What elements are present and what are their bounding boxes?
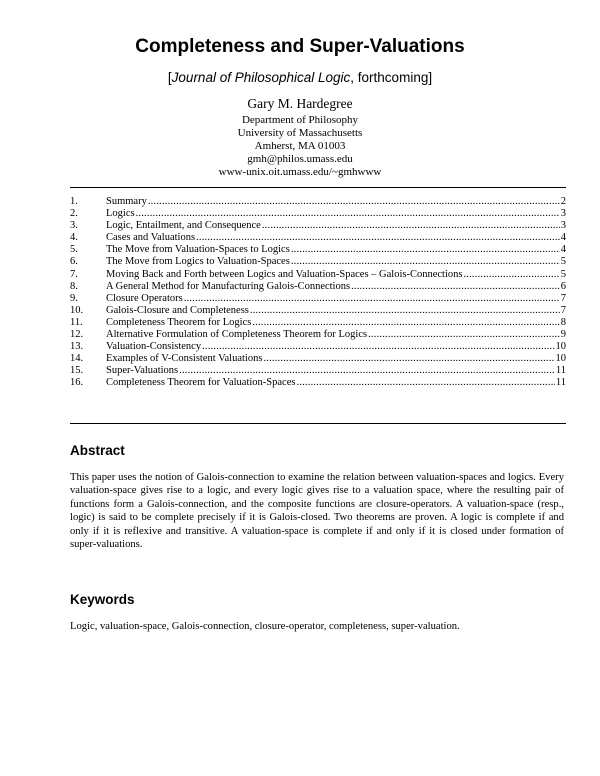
toc-title: Examples of V-Consistent Valuations: [106, 353, 263, 365]
toc-number: 2.: [70, 208, 78, 220]
toc-title: Summary: [106, 196, 147, 207]
toc-top-rule: [70, 187, 566, 188]
toc-title: Galois-Closure and Completeness: [106, 304, 249, 316]
toc-page: 7: [560, 304, 566, 316]
toc-item[interactable]: [70, 317, 566, 329]
toc-title: Completeness Theorem for Valuation-Spaces: [106, 377, 296, 389]
toc-page: 10: [555, 341, 566, 353]
abstract-heading: Abstract: [70, 443, 125, 458]
toc-title: The Move from Valuation-Spaces to Logics: [106, 244, 290, 256]
toc-title: Super-Valuations: [106, 365, 179, 377]
toc-item[interactable]: [70, 293, 566, 305]
author-email[interactable]: gmh@philos.umass.edu: [247, 153, 353, 165]
toc-leader: [291, 256, 560, 268]
toc-page: 6: [560, 280, 566, 292]
toc-number: 1.: [70, 196, 78, 207]
toc-leader: [179, 365, 555, 377]
keywords-text: Logic, valuation-space, Galois-connection, closure-operator, completeness, super-valuation.: [70, 621, 460, 632]
toc-leader: [196, 232, 560, 244]
toc-number: 15.: [70, 365, 84, 377]
journal-status: , forthcoming]: [350, 70, 433, 85]
toc-title: Cases and Valuations: [106, 232, 196, 244]
toc-title: The Move from Logics to Valuation-Spaces: [106, 256, 290, 268]
toc-title: Completeness Theorem for Logics: [106, 316, 252, 328]
toc-page: 8: [560, 316, 566, 328]
author-university: University of Massachusetts: [237, 127, 363, 139]
toc-page: 11: [555, 365, 566, 377]
toc-leader: [252, 317, 559, 329]
toc-number: 3.: [70, 220, 78, 232]
toc-page: 2: [560, 196, 566, 207]
toc-item[interactable]: [70, 281, 566, 293]
toc-item[interactable]: [70, 232, 566, 244]
author-name: Gary M. Hardegree: [247, 96, 353, 111]
toc-item[interactable]: [70, 208, 566, 220]
toc-title: Valuation-Consistency: [106, 341, 202, 353]
author-website[interactable]: www-unix.oit.umass.edu/~gmhwww: [218, 166, 382, 178]
toc-page: 3: [560, 220, 566, 232]
toc-leader: [368, 329, 560, 341]
toc-number: 16.: [70, 377, 84, 389]
toc-item[interactable]: [70, 329, 566, 341]
toc-number: 10.: [70, 304, 84, 316]
toc-leader: [250, 305, 560, 317]
toc-leader: [184, 293, 560, 305]
toc-title: Logic, Entailment, and Consequence: [106, 220, 261, 232]
toc-leader: [351, 281, 560, 293]
journal-name: Journal of Philosophical Logic: [171, 70, 351, 85]
toc-page: 4: [560, 232, 566, 244]
toc-item[interactable]: [70, 244, 566, 256]
toc-number: 14.: [70, 353, 84, 365]
toc-leader: [463, 269, 559, 281]
journal-open-bracket: [: [167, 70, 172, 85]
paper-title: Completeness and Super-Valuations: [135, 36, 465, 57]
toc-leader: [296, 377, 554, 389]
abstract-text: This paper uses the notion of Galois-connection to examine the relation between valuation-spaces and logics. Every valuation-space gives rise to a logic, and every logic gives rise to a valuation space, where the resulting pair of functions form a Galois-connection, and the composite functions are closure-operators. A valuation-space (resp., logic) is said to be complete precisely if it is Galois-closed. Two theorems are proven. A logic is complete if and only if it is reflexive and transitive. A valuation-space is complete if and only if it is closed under formation of super-valuations.: [70, 472, 564, 551]
toc-leader: [291, 244, 560, 256]
toc-number: 12.: [70, 329, 84, 341]
toc-leader: [148, 196, 560, 208]
toc-bottom-rule: [70, 423, 566, 424]
toc-title: Logics: [106, 208, 135, 220]
toc-leader: [202, 341, 554, 353]
author-city: Amherst, MA 01003: [254, 140, 346, 152]
toc-item[interactable]: [70, 196, 566, 208]
toc-page: 4: [560, 244, 566, 256]
toc-number: 13.: [70, 341, 84, 353]
toc-item[interactable]: [70, 305, 566, 317]
toc-number: 11.: [70, 316, 83, 328]
journal-line: [0, 70, 600, 85]
toc-number: 8.: [70, 280, 78, 292]
toc-title: Closure Operators: [106, 292, 183, 304]
toc-page: 11: [555, 377, 566, 389]
toc-number: 5.: [70, 244, 78, 256]
toc-number: 7.: [70, 268, 78, 280]
author-department: Department of Philosophy: [241, 114, 359, 126]
toc-item[interactable]: [70, 377, 566, 389]
toc-item[interactable]: [70, 269, 566, 281]
toc-page: 7: [560, 292, 566, 304]
toc-title: A General Method for Manufacturing Galois-Connections: [106, 280, 351, 292]
toc-number: 6.: [70, 256, 78, 268]
toc-page: 5: [560, 256, 566, 268]
toc-leader: [262, 220, 560, 232]
toc-item[interactable]: [70, 256, 566, 268]
toc-page: 5: [560, 268, 566, 280]
toc-item[interactable]: [70, 365, 566, 377]
toc-page: 3: [560, 208, 566, 220]
keywords-heading: Keywords: [70, 592, 135, 607]
toc-title: Alternative Formulation of Completeness Theorem for Logics: [106, 329, 368, 341]
toc-item[interactable]: [70, 353, 566, 365]
toc-page: 10: [555, 353, 566, 365]
toc-number: 9.: [70, 292, 78, 304]
toc-item[interactable]: [70, 220, 566, 232]
toc-page: 9: [560, 329, 566, 341]
table-of-contents: [70, 196, 566, 390]
toc-leader: [263, 353, 554, 365]
toc-item[interactable]: [70, 341, 566, 353]
toc-number: 4.: [70, 232, 78, 244]
toc-leader: [136, 208, 560, 220]
toc-title: Moving Back and Forth between Logics and Valuation-Spaces – Galois-Connections: [106, 268, 463, 280]
